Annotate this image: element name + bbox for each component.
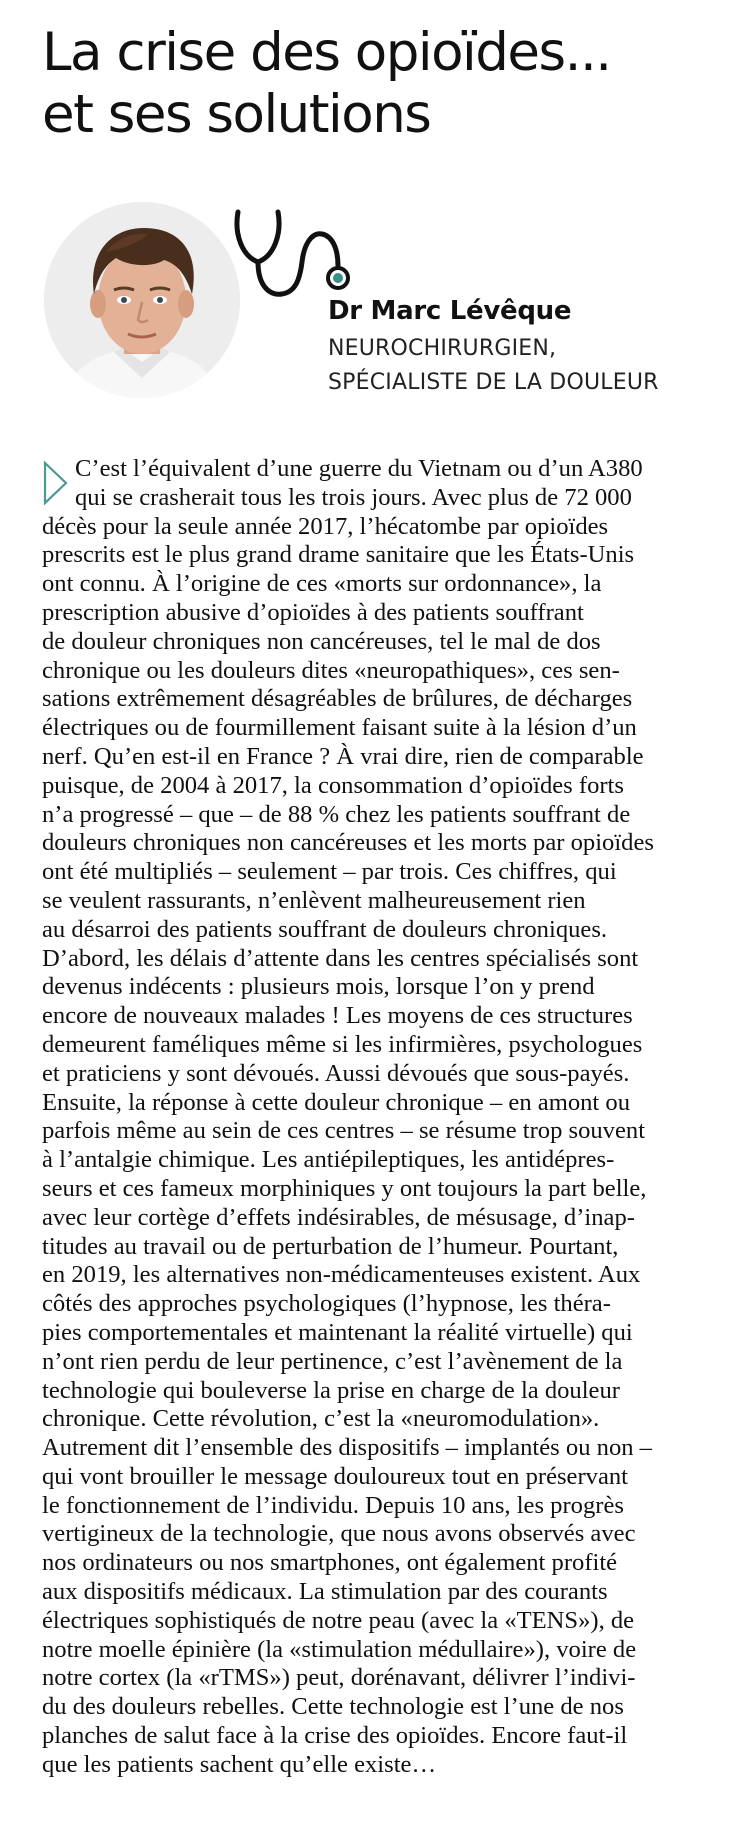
body-line: nos ordinateurs ou nos smartphones, ont également profité: [42, 1549, 618, 1577]
body-line: vertigineux de la technologie, que nous avons observés avec: [42, 1520, 636, 1548]
author-photo: [44, 202, 240, 398]
body-line: prescription abusive d’opioïdes à des patients souffrant: [42, 598, 584, 626]
body-line: Autrement dit l’ensemble des dispositifs – implantés ou non –: [42, 1434, 652, 1462]
body-line: que les patients sachent qu’elle existe…: [42, 1750, 437, 1778]
body-line: côtés des approches psychologiques (l’hypnose, les théra-: [42, 1290, 611, 1318]
body-line: D’abord, les délais d’attente dans les centres spécialisés sont: [42, 944, 639, 972]
body-line: notre cortex (la «rTMS») peut, dorénavant, délivrer l’indivi-: [42, 1664, 636, 1692]
body-line: électriques ou de fourmillement faisant suite à la lésion d’un: [42, 714, 637, 742]
body-line: n’ont rien perdu de leur pertinence, c’est l’avènement de la: [42, 1347, 623, 1375]
body-line: de douleur chroniques non cancéreuses, tel le mal de dos: [42, 627, 601, 655]
body-line: en 2019, les alternatives non-médicamenteuses existent. Aux: [42, 1261, 641, 1289]
body-line: prescrits est le plus grand drame sanitaire que les États-Unis: [42, 541, 635, 569]
body-line: seurs et ces fameux morphiniques y ont toujours la part belle,: [42, 1174, 647, 1202]
author-name: Dr Marc Lévêque: [328, 296, 572, 326]
body-line: demeurent faméliques même si les infirmières, psychologues: [42, 1030, 643, 1058]
body-line: au désarroi des patients souffrant de douleurs chroniques.: [42, 915, 608, 943]
body-line: à l’antalgie chimique. Les antiépileptiques, les antidépres-: [42, 1146, 615, 1174]
body-line: Ensuite, la réponse à cette douleur chronique – en amont ou: [42, 1088, 631, 1116]
author-role-line-2: SPÉCIALISTE DE LA DOULEUR: [328, 370, 659, 395]
author-role-line-1: NEUROCHIRURGIEN,: [328, 336, 557, 361]
article-body: [42, 455, 712, 1780]
body-line: pies comportementales et maintenant la réalité virtuelle) qui: [42, 1318, 633, 1346]
body-line: C’est l’équivalent d’une guerre du Vietnam ou d’un A380: [75, 455, 643, 482]
body-line: nerf. Qu’en est-il en France ? À vrai dire, rien de comparable: [42, 742, 644, 770]
body-line: puisque, de 2004 à 2017, la consommation d’opioïdes forts: [42, 771, 624, 799]
body-line: qui se crasherait tous les trois jours. Avec plus de 72 000: [75, 483, 632, 511]
body-line: douleurs chroniques non cancéreuses et les morts par opioïdes: [42, 829, 654, 857]
body-line: technologie qui bouleverse la prise en charge de la douleur: [42, 1376, 620, 1404]
article-title: [42, 22, 722, 146]
body-line: chronique. Cette révolution, c’est la «neuromodulation».: [42, 1405, 600, 1433]
body-line: chronique ou les douleurs dites «neuropathiques», ces sen-: [42, 656, 620, 684]
title-line-2: et ses solutions: [42, 84, 431, 145]
body-line: décès pour la seule année 2017, l’hécatombe par opioïdes: [42, 512, 609, 540]
body-line: parfois même au sein de ces centres – se résume trop souvent: [42, 1117, 646, 1145]
body-line: sations extrêmement désagréables de brûlures, de décharges: [42, 685, 633, 713]
body-line: qui vont brouiller le message douloureux tout en préservant: [42, 1462, 628, 1490]
body-line: encore de nouveaux malades ! Les moyens de ces structures: [42, 1002, 633, 1030]
body-line: et praticiens y sont dévoués. Aussi dévoués que sous-payés.: [42, 1059, 630, 1087]
title-line-1: La crise des opioïdes...: [42, 22, 611, 83]
stethoscope-icon: [234, 204, 360, 300]
author-byline: [0, 190, 750, 410]
body-line: ont été multipliés – seulement – par trois. Ces chiffres, qui: [42, 858, 617, 886]
body-line: devenus indécents : plusieurs mois, lorsque l’on y prend: [42, 973, 595, 1001]
body-line: planches de salut face à la crise des opioïdes. Encore faut-il: [42, 1722, 628, 1750]
body-line: aux dispositifs médicaux. La stimulation par des courants: [42, 1578, 608, 1606]
body-line: titudes au travail ou de perturbation de l’humeur. Pourtant,: [42, 1232, 619, 1260]
body-line: notre moelle épinière (la «stimulation médullaire»), voire de: [42, 1635, 637, 1663]
body-line: électriques sophistiqués de notre peau (avec la «TENS»), de: [42, 1606, 635, 1634]
body-line: avec leur cortège d’effets indésirables, de mésusage, d’inap-: [42, 1203, 635, 1231]
body-line: ont connu. À l’origine de ces «morts sur ordonnance», la: [42, 570, 602, 598]
body-line: n’a progressé – que – de 88 % chez les patients souffrant de: [42, 800, 631, 828]
body-line: se veulent rassurants, n’enlèvent malheureusement rien: [42, 886, 586, 914]
body-line: du des douleurs rebelles. Cette technologie est l’une de nos: [42, 1693, 624, 1721]
body-line: le fonctionnement de l’individu. Depuis 10 ans, les progrès: [42, 1491, 624, 1519]
